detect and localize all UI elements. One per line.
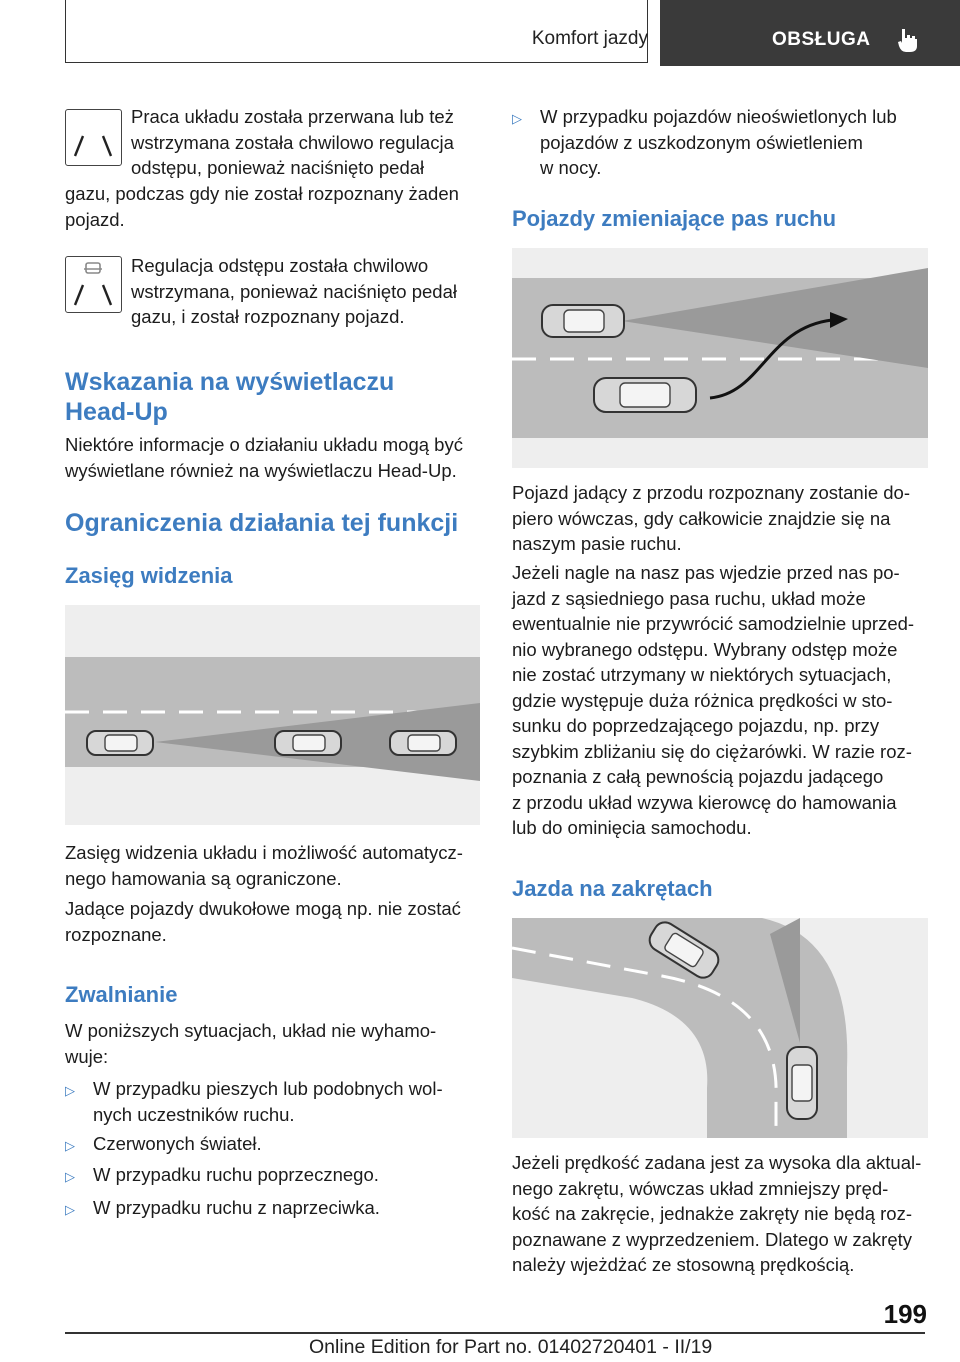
paragraph-braking [65,1018,436,1069]
paragraph-curves [512,1150,921,1278]
text-line: naszym pasie ruchu. [512,533,682,554]
car-ego [542,305,624,337]
text-line: gazu, podczas gdy nie został rozpoznany żaden [65,183,459,204]
paragraph-interrupted [131,104,454,181]
paragraph-interrupted-continued [65,181,459,232]
bullet-triangle-icon: ▷ [65,1202,75,1217]
heading-line: Wskazania na wyświetlaczu [65,368,395,396]
heading-lane-change: Pojazdy zmieniające pas ruchu [512,206,837,231]
figure-curves [512,918,928,1138]
text-line: Jeżeli nagle na nasz pas wjedzie przed nas po- [512,562,900,583]
text-line: w nocy. [540,157,602,178]
figure-range-of-vision [65,605,480,825]
heading-limits: Ograniczenia działania tej funkcji [65,509,459,537]
text-line: z przodu układ wzywa kierowcę do hamowania [512,791,897,813]
road-lane-icon [65,109,122,166]
page-number: 199 [883,1299,927,1329]
text-line: W przypadku pojazdów nieoświetlonych lub [540,106,897,127]
text-line: rozpoznane. [65,923,167,945]
text-line: sunku do poprzedzającego pojazdu, np. przy [512,715,880,736]
car-ahead-1 [275,731,341,755]
pointing-hand-icon [895,27,921,53]
paragraph-two-wheelers [65,896,461,947]
text-line: W przypadku ruchu z naprzeciwka. [93,1197,380,1218]
paragraph-paused [131,253,457,330]
text-line: W przypadku ruchu poprzecznego. [93,1164,379,1185]
paragraph-lane-change-2 [512,560,914,841]
text-line: W poniższych sytuacjach, układ nie wyhamo- [65,1020,437,1041]
list-item [65,1076,465,1128]
text-line: nych uczestników ruchu. [93,1103,295,1125]
car-cutting-in [594,378,696,412]
text-line: Zasięg widzenia układu i możliwość automatycz- [65,842,463,863]
text-line: kość na zakręcie, jednakże zakręty nie będą roz- [512,1203,913,1224]
figure-lane-change-graphic [512,248,928,468]
text-line: Regulacja odstępu została chwilowo [131,255,429,276]
header-chapter-title: OBSŁUGA [772,29,871,50]
text-line: pojazd. [65,208,125,230]
figure-range-of-vision-graphic [65,605,480,825]
text-line: nio wybranego odstępu. Wybrany odstęp może [512,638,898,660]
bullet-triangle-icon: ▷ [512,111,522,126]
heading-braking: Zwalnianie [65,982,178,1007]
text-line: wstrzymana została chwilowo regulacja [131,131,454,153]
heading-range: Zasięg widzenia [65,563,233,588]
list-item [512,104,932,182]
text-line: pojazdów z uszkodzonym oświetleniem [540,131,863,153]
text-line: Jadące pojazdy dwukołowe mogą np. nie zostać [65,898,461,919]
list-item [65,1162,465,1188]
heading-curves: Jazda na zakrętach [512,876,713,901]
figure-curves-graphic [512,918,928,1138]
paragraph-hud [65,432,463,483]
text-line: Praca układu została przerwana lub też [131,106,454,127]
paragraph-lane-change-1 [512,480,910,557]
text-line: wyświetlane również na wyświetlaczu Head-Up. [65,459,457,481]
text-line: gdzie występuje duża różnica prędkości w sto- [512,689,893,711]
text-line: nego hamowania są ograniczone. [65,867,342,889]
text-line: nego zakrętu, wówczas układ zmniejszy pręd- [512,1177,889,1199]
text-line: Jeżeli prędkość zadana jest za wysoka dla aktual- [512,1152,922,1173]
road-lane-icon-graphic [66,110,120,164]
footer-rule [65,1332,925,1334]
text-line: Pojazd jadący z przodu rozpoznany zostanie do- [512,482,910,503]
text-line: Czerwonych świateł. [93,1133,262,1154]
figure-lane-change [512,248,928,468]
bullet-triangle-icon: ▷ [65,1138,75,1153]
bullet-triangle-icon: ▷ [65,1083,75,1098]
text-line: wuje: [65,1045,109,1067]
text-line: ewentualnie nie przywrócić samodzielnie uprzed- [512,613,915,634]
footer-edition: Online Edition for Part no. 01402720401 - II/19 [309,1336,713,1358]
bullet-triangle-icon: ▷ [65,1169,75,1184]
road-lane-car-icon [65,256,122,313]
text-line: poznawane z wyprzedzeniem. Dlatego w zakręty [512,1228,912,1250]
text-line: odstępu, ponieważ naciśnięto pedał [131,157,425,178]
text-line: gazu, i został rozpoznany pojazd. [131,306,405,327]
road-lane-car-icon-graphic [66,257,120,311]
text-line: szybkim zbliżaniu się do ciężarówki. W razie roz- [512,740,912,762]
header-section-title: Komfort jazdy [531,28,648,49]
text-line: wstrzymana, ponieważ naciśnięto pedał [131,280,457,302]
car-ego [87,731,153,755]
text-line: nie zostać utrzymany w niektórych sytuacjach, [512,664,892,685]
car-ego [787,1047,817,1119]
paragraph-range [65,840,463,891]
heading-line: Head-Up [65,398,168,426]
text-line: piero wówczas, gdy całkowicie znajdzie się na [512,507,891,529]
text-line: jazd z sąsiedniego pasa ruchu, układ może [512,587,866,609]
list-item [65,1195,465,1221]
text-line: należy wjeżdżać ze stosowną prędkością. [512,1254,855,1275]
list-item [65,1131,465,1157]
text-line: Niektóre informacje o działaniu układu mogą być [65,434,463,455]
text-line: poznania z całą pewnością pojazdu jadącego [512,766,884,787]
heading-hud [65,367,394,427]
text-line: W przypadku pieszych lub podobnych wol- [93,1078,443,1099]
text-line: lub do ominięcia samochodu. [512,817,752,838]
car-ahead-2 [390,731,456,755]
